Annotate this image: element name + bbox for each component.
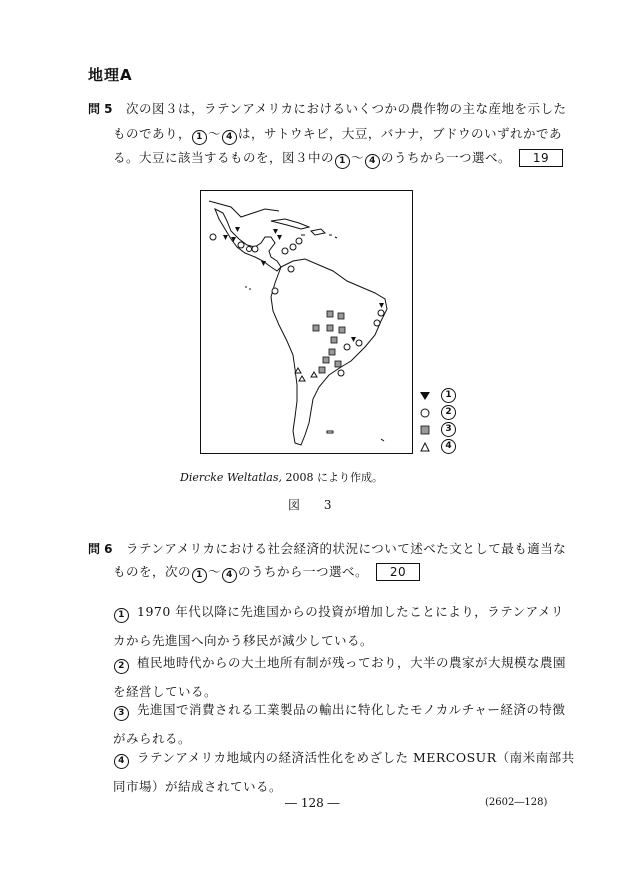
marker-circle-open	[288, 266, 294, 272]
circled-number-1: 1	[192, 130, 207, 145]
option-4-line-1	[113, 748, 575, 769]
q6-line2-before: ものを，次の	[113, 564, 192, 579]
marker-triangle-filled	[261, 261, 266, 266]
answer-box-20[interactable]: 20	[376, 563, 420, 581]
circled-number-4: 4	[365, 154, 380, 169]
map-legend	[420, 388, 457, 454]
option-1[interactable]	[113, 602, 564, 649]
option-2-text: 植民地時代からの大土地所有制が残っており，大半の農家が大規模な農園	[137, 655, 567, 670]
cuba-island	[271, 219, 309, 229]
marker-triangle-open	[299, 376, 305, 381]
option-3[interactable]	[113, 700, 565, 747]
option-2[interactable]	[113, 653, 566, 700]
marker-circle-open	[282, 248, 288, 254]
circled-number-4: 4	[222, 568, 237, 583]
option-3-line-1	[113, 700, 565, 721]
legend-label-3: 3	[441, 422, 456, 437]
marker-square-gray	[313, 325, 319, 331]
marker-square-gray	[327, 311, 333, 317]
page-code: (2602―128)	[485, 797, 548, 808]
marker-circle-open	[252, 246, 258, 252]
option-4-text: ラテンアメリカ地域内の経済活性化をめざした MERCOSUR（南米南部共	[137, 750, 575, 765]
galapagos-islands	[245, 287, 251, 289]
marker-square-gray	[331, 337, 337, 343]
option-4[interactable]	[113, 748, 575, 795]
marker-square-gray	[335, 361, 341, 367]
option-1-line-1	[113, 602, 564, 623]
option-1-number: 1	[114, 608, 129, 623]
marker-triangle-open	[295, 368, 301, 373]
marker-square-gray	[338, 313, 344, 319]
mexico-central-america-landmass	[215, 209, 281, 271]
marker-circle-open	[378, 310, 384, 316]
marker-circle-open	[247, 247, 252, 252]
marker-square-gray	[323, 357, 329, 363]
triangle-down-filled-icon	[420, 391, 430, 401]
marker-square-gray	[339, 327, 345, 333]
option-1-text: 1970 年代以降に先進国からの投資が増加したことにより，ラテンアメリ	[137, 604, 564, 619]
marker-circle-open	[344, 344, 350, 350]
south-georgia	[381, 439, 384, 441]
q5-line-3	[113, 148, 563, 169]
marker-triangle-filled	[351, 337, 356, 342]
circled-number-1: 1	[192, 568, 207, 583]
marker-circle-open	[374, 320, 380, 326]
source-italic: Diercke Weltatlas,	[180, 471, 282, 484]
marker-triangle-filled	[235, 227, 240, 232]
option-4-line-2: 同市場）が結成されている。	[113, 779, 283, 794]
tilde: ～	[351, 150, 365, 165]
q6-line-2	[113, 562, 420, 583]
map-svg	[201, 191, 412, 453]
marker-triangle-filled	[379, 303, 384, 308]
q5-line-2	[113, 124, 562, 145]
answer-box-19[interactable]: 19	[519, 149, 563, 167]
legend-item-1	[420, 388, 457, 403]
caribbean-small-islands	[301, 235, 337, 238]
marker-circle-open	[338, 370, 344, 376]
question-6-number: 問 6	[88, 542, 113, 556]
marker-triangle-filled	[273, 229, 278, 234]
triangle-up-open-icon	[420, 442, 430, 452]
q5-line3-after: のうちから一つ選べ。	[381, 150, 512, 165]
tilde: ～	[208, 564, 222, 579]
marker-circle-open	[272, 288, 278, 294]
q5-line3-before: る。大豆に該当するものを，図３中の	[113, 150, 335, 165]
option-4-number: 4	[114, 754, 129, 769]
marker-triangle-open	[311, 372, 317, 377]
symbols-crop-3	[313, 311, 345, 373]
marker-circle-open	[238, 242, 244, 248]
marker-triangle-filled	[277, 235, 282, 240]
q6-line2-after: のうちから一つ選べ。	[238, 564, 369, 579]
marker-circle-open	[296, 238, 302, 244]
q5-line2-before: ものであり，	[113, 126, 192, 141]
marker-circle-open	[290, 244, 296, 250]
square-gray-icon	[420, 425, 430, 435]
question-5-number: 問 5	[88, 102, 113, 116]
q5-line2-after: は，サトウキビ，大豆，バナナ，ブドウのいずれかであ	[238, 126, 563, 141]
option-1-line-2: カから先進国へ向かう移民が減少している。	[113, 633, 374, 648]
marker-circle-open	[210, 234, 216, 240]
q6-line-1: ラテンアメリカにおける社会経済的状況について述べた文として最も適当な	[126, 541, 567, 556]
symbols-crop-4	[295, 368, 317, 381]
figure-caption: 図 3	[288, 498, 342, 512]
tilde: ～	[208, 126, 222, 141]
q5-line-1: 次の図３は，ラテンアメリカにおけるいくつかの農作物の主な産地を示した	[126, 101, 567, 116]
option-3-number: 3	[114, 706, 129, 721]
legend-label-2: 2	[441, 405, 456, 420]
legend-label-1: 1	[441, 388, 456, 403]
option-2-line-2: を経営している。	[113, 684, 218, 699]
option-3-line-2: がみられる。	[113, 731, 192, 746]
legend-label-4: 4	[441, 439, 456, 454]
falkland-islands	[327, 431, 333, 433]
legend-item-2	[420, 405, 457, 420]
circled-number-4: 4	[222, 130, 237, 145]
marker-square-gray	[329, 349, 335, 355]
symbols-crop-1	[223, 227, 384, 342]
option-3-text: 先進国で消費される工業製品の輸出に特化したモノカルチャー経済の特徴	[137, 702, 566, 717]
hispaniola-island	[311, 229, 325, 235]
source-rest: 2008 により作成。	[282, 471, 383, 484]
marker-square-gray	[327, 325, 333, 331]
page-number: ― 128 ―	[285, 796, 340, 810]
marker-triangle-filled	[223, 235, 228, 240]
marker-circle-open	[356, 340, 362, 346]
figure-source	[180, 469, 383, 485]
circle-open-icon	[420, 408, 430, 418]
option-2-number: 2	[114, 659, 129, 674]
legend-item-4	[420, 439, 457, 454]
subject-heading: 地理A	[88, 66, 133, 84]
north-coast	[209, 201, 279, 217]
marker-square-gray	[319, 367, 325, 373]
option-2-line-1	[113, 653, 566, 674]
latin-america-map	[200, 190, 413, 454]
circled-number-1: 1	[335, 154, 350, 169]
legend-item-3	[420, 422, 457, 437]
